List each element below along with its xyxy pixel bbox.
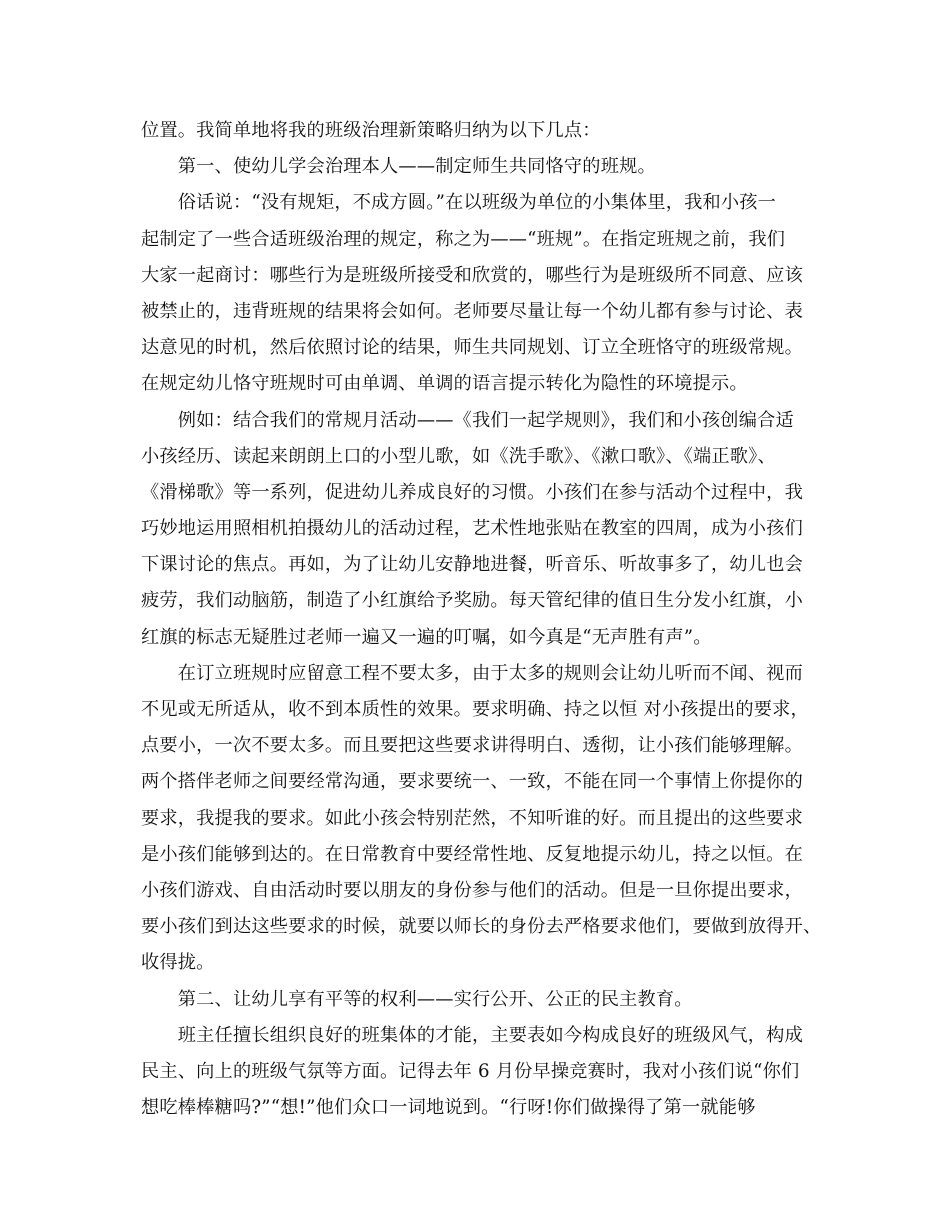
text-line: 《滑梯歌》等一系列，促进幼儿养成良好的习惯。小孩们在参与活动个过程中，我 [141,481,803,503]
text-line: 是小孩们能够到达的。在日常教育中要经常性地、反复地提示幼儿，持之以恒。在 [141,843,803,865]
text-line: 第二、让幼儿享有平等的权利——实行公开、公正的民主教育。 [141,988,693,1010]
text-line: 不见或无所适从，收不到本质性的效果。要求明确、持之以恒 对小孩提出的要求， [141,699,809,720]
text-line: 俗话说：“没有规矩，不成方圆。”在以班级为单位的小集体里，我和小孩一 [141,192,777,214]
text-line: 大家一起商讨：哪些行为是班级所接受和欣赏的，哪些行为是班级所不同意、应该 [141,264,803,286]
text-line: 班主任擅长组织良好的班集体的才能，主要表如今构成良好的班级风气，构成 [141,1024,803,1046]
text-line: 第一、使幼儿学会治理本人——制定师生共同恪守的班规。 [141,156,656,178]
text-line: 例如：结合我们的常规月活动——《我们一起学规则》，我们和小孩创编合适 [141,409,794,431]
text-line: 红旗的标志无疑胜过老师一遍又一遍的叮嘱，如今真是“无声胜有声”。 [141,626,712,648]
text-line: 在规定幼儿恪守班规时可由单调、单调的语言提示转化为隐性的环境提示。 [141,373,748,395]
document-body [141,113,831,1126]
text-line: 在订立班规时应留意工程不要太多，由于太多的规则会让幼儿听而不闻、视而 [141,662,803,684]
text-line: 下课讨论的焦点。再如，为了让幼儿安静地进餐，听音乐、听故事多了，幼儿也会 [141,554,803,576]
text-line: 疲劳，我们动脑筋，制造了小红旗给予奖励。每天管纪律的值日生分发小红旗，小 [141,590,803,612]
text-line: 小孩经历、读起来朗朗上口的小型儿歌，如《洗手歌》、《漱口歌》、《端正歌》、 [141,445,776,467]
text-line: 起制定了一些合适班级治理的规定，称之为——“班规”。在指定班规之前，我们 [141,228,786,250]
text-line: 位置。我简单地将我的班级治理新策略归纳为以下几点： [141,120,601,141]
text-line: 巧妙地运用照相机拍摄幼儿的活动过程，艺术性地张贴在教室的四周，成为小孩们 [141,518,803,540]
text-line: 两个搭伴老师之间要经常沟通，要求要统一、一致，不能在同一个事情上你提你的 [141,771,803,793]
text-line: 要求，我提我的要求。如此小孩会特别茫然，不知听谁的好。而且提出的这些要求 [141,807,803,829]
text-line: 被禁止的，违背班规的结果将会如何。老师要尽量让每一个幼儿都有参与讨论、表 [141,300,803,322]
text-line: 收得拢。 [141,952,215,974]
text-line: 想吃棒棒糖吗?”“想!”他们众口一词地说到。“行呀!你们做操得了第一就能够 [141,1097,756,1119]
text-line: 点要小，一次不要太多。而且要把这些要求讲得明白、透彻，让小孩们能够理解。 [141,735,803,757]
text-line: 达意见的时机，然后依照讨论的结果，师生共同规划、订立全班恪守的班级常规。 [141,337,803,359]
text-line: 小孩们游戏、自由活动时要以朋友的身份参与他们的活动。但是一旦你提出要求， [141,879,803,901]
text-line: 民主、向上的班级气氛等方面。记得去年 6 月份早操竞赛时，我对小孩们说“你们 [141,1060,800,1082]
text-line: 要小孩们到达这些要求的时候，就要以师长的身份去严格要求他们，要做到放得开、 [141,916,822,938]
